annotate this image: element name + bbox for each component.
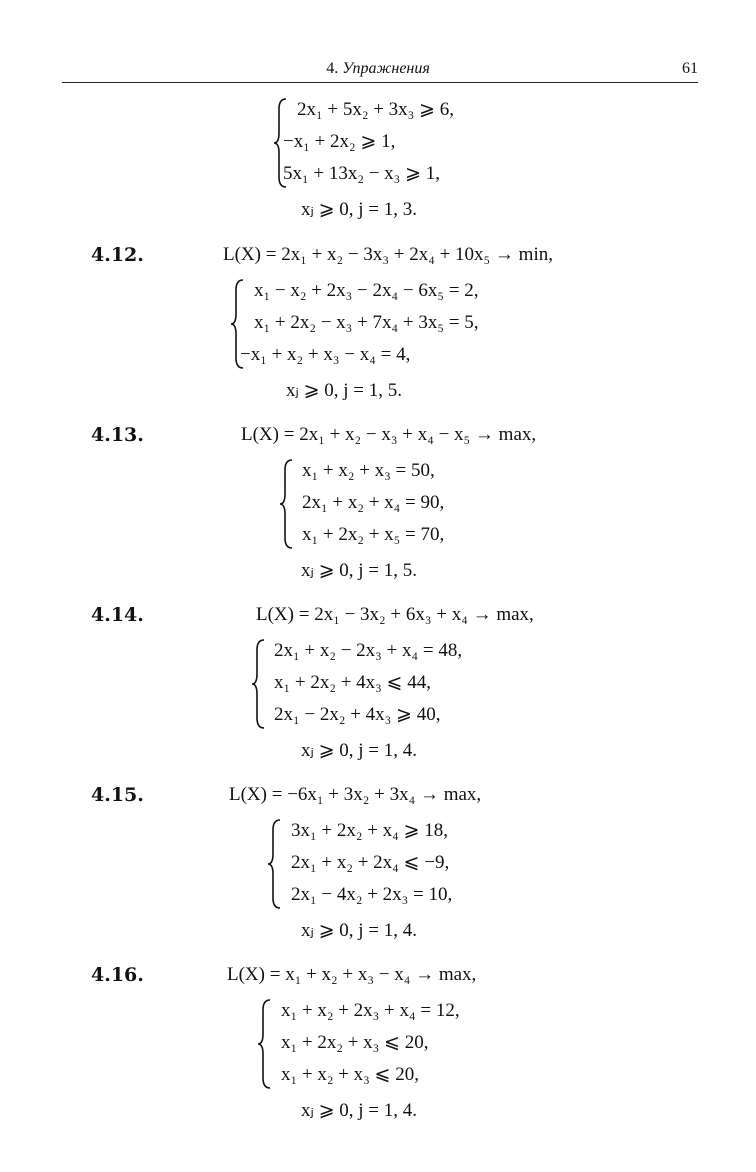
objective-function: L(X) = 2x₁ − 3x₂ + 6x₃ + x₄ → max, xyxy=(256,604,534,625)
constraint-2: x₁ + 2x₂ + x₃ ⩽ 20, xyxy=(281,1032,429,1053)
constraint-1: x₁ + x₂ + x₃ = 50, xyxy=(302,460,435,481)
problem-number: 4.13. xyxy=(91,424,144,446)
constraint-1: x₁ − x₂ + 2x₃ − 2x₄ − 6x₅ = 2, xyxy=(254,280,479,301)
brace-4-16 xyxy=(256,998,272,1090)
constraint-3: x₁ + x₂ + x₃ ⩽ 20, xyxy=(281,1064,419,1085)
page-number: 61 xyxy=(682,60,698,77)
top-constraint-3: 5x₁ + 13x₂ − x₃ ⩾ 1, xyxy=(283,163,440,184)
nonneg-condition: xⱼ ⩾ 0, j = 1, 5. xyxy=(301,560,417,581)
constraint-2: 2x₁ + x₂ + x₄ = 90, xyxy=(302,492,445,513)
brace-4-13 xyxy=(278,458,294,550)
constraint-2: x₁ + 2x₂ + 4x₃ ⩽ 44, xyxy=(274,672,431,693)
brace-4-15 xyxy=(266,818,282,910)
nonneg-condition: xⱼ ⩾ 0, j = 1, 4. xyxy=(301,740,417,761)
constraint-1: 2x₁ + x₂ − 2x₃ + x₄ = 48, xyxy=(274,640,463,661)
problem-number: 4.12. xyxy=(91,244,144,266)
constraint-1: 3x₁ + 2x₂ + x₄ ⩾ 18, xyxy=(291,820,448,841)
objective-function: L(X) = 2x₁ + x₂ − 3x₃ + 2x₄ + 10x₅ → min, xyxy=(223,244,553,265)
brace-4-14 xyxy=(250,638,266,730)
objective-function: L(X) = x₁ + x₂ + x₃ − x₄ → max, xyxy=(227,964,477,985)
top-constraint-1: 2x₁ + 5x₂ + 3x₃ ⩾ 6, xyxy=(297,99,454,120)
nonneg-condition: xⱼ ⩾ 0, j = 1, 5. xyxy=(286,380,402,401)
running-head xyxy=(0,60,756,78)
chapter-title: Упражнения xyxy=(342,60,430,77)
problem-number: 4.14. xyxy=(91,604,144,626)
constraint-3: −x₁ + x₂ + x₃ − x₄ = 4, xyxy=(240,344,411,365)
nonneg-condition: xⱼ ⩾ 0, j = 1, 4. xyxy=(301,1100,417,1121)
constraint-3: x₁ + 2x₂ + x₅ = 70, xyxy=(302,524,445,545)
problem-number: 4.16. xyxy=(91,964,144,986)
objective-function: L(X) = −6x₁ + 3x₂ + 3x₄ → max, xyxy=(229,784,482,805)
constraint-2: 2x₁ + x₂ + 2x₄ ⩽ −9, xyxy=(291,852,450,873)
problem-number: 4.15. xyxy=(91,784,144,806)
constraint-3: 2x₁ − 4x₂ + 2x₃ = 10, xyxy=(291,884,453,905)
nonneg-condition: xⱼ ⩾ 0, j = 1, 4. xyxy=(301,920,417,941)
chapter-number: 4. xyxy=(326,60,339,77)
objective-function: L(X) = 2x₁ + x₂ − x₃ + x₄ − x₅ → max, xyxy=(241,424,537,445)
top-constraint-2: −x₁ + 2x₂ ⩾ 1, xyxy=(283,131,396,152)
constraint-1: x₁ + x₂ + 2x₃ + x₄ = 12, xyxy=(281,1000,460,1021)
top-nonneg: xⱼ ⩾ 0, j = 1, 3. xyxy=(301,199,417,220)
constraint-3: 2x₁ − 2x₂ + 4x₃ ⩾ 40, xyxy=(274,704,441,725)
constraint-2: x₁ + 2x₂ − x₃ + 7x₄ + 3x₅ = 5, xyxy=(254,312,479,333)
header-rule xyxy=(62,82,698,83)
